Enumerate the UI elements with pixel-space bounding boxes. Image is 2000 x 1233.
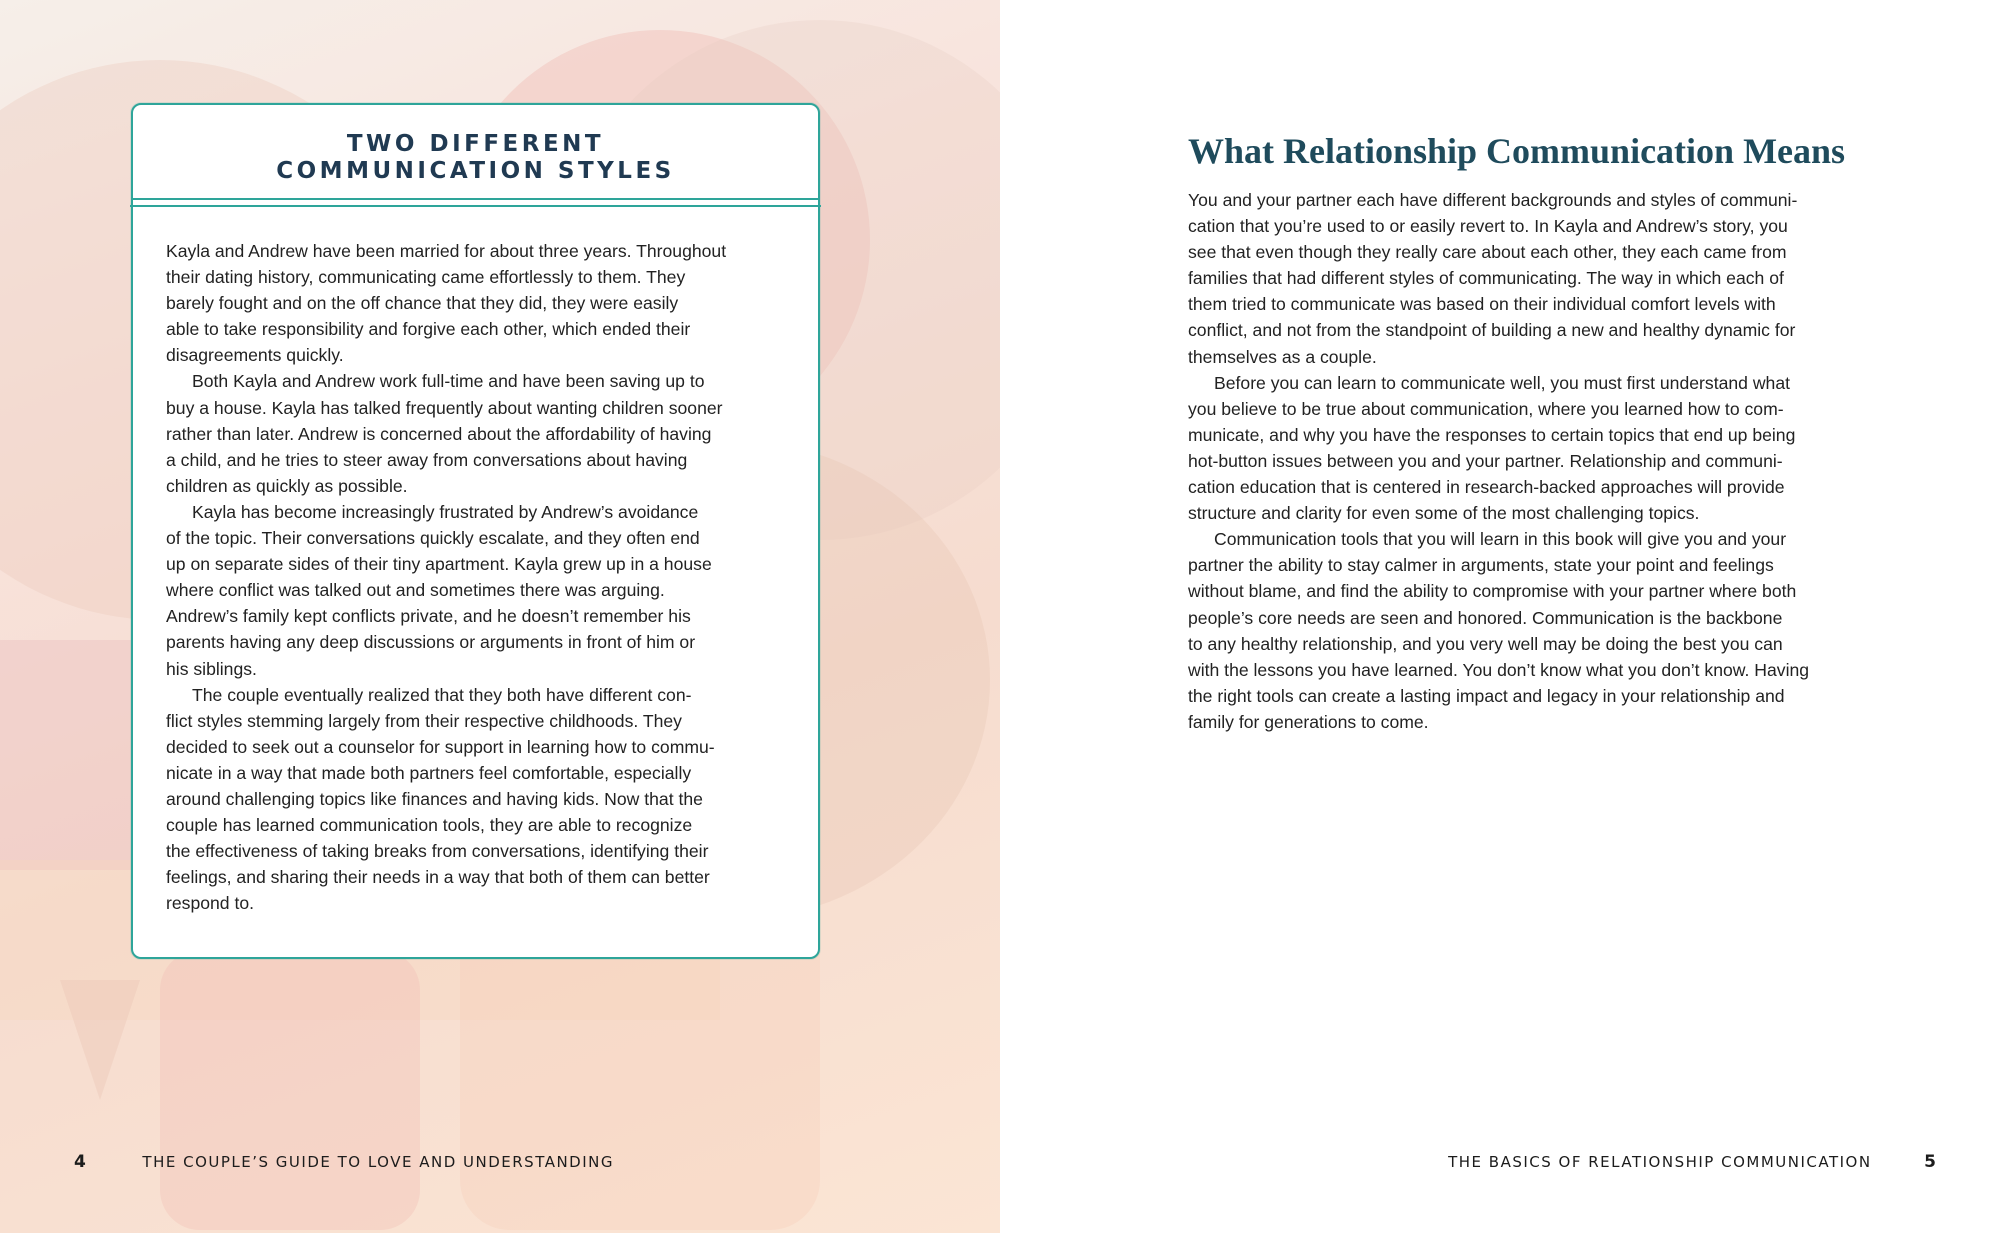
sidebar-paragraph-1: Kayla and Andrew have been married for about three years. Throughout their dating history, communicating came effortlessly to them. They barely fought and on the off chance that they did, they were easily able to take responsibility and forgive each other, which ended their disagreements quickly. [166, 241, 727, 366]
right-footer [1448, 1152, 1936, 1172]
sidebar-title-line-2: COMMUNICATION STYLES [276, 158, 675, 184]
page-heading: What Relationship Communication Means [1188, 131, 1846, 171]
running-head-right: THE BASICS OF RELATIONSHIP COMMUNICATION [1448, 1153, 1872, 1171]
body-paragraph-1: You and your partner each have different backgrounds and styles of communi- cation that you’re used to or easily revert to. In Kayla and Andrew’s story, you see that even though they really care about each other, they each came from families that had different styles of communicating. The way in which each of them tried to communicate was based on their individual comfort levels with conflict, and not from the standpoint of building a new and healthy dynamic for themselves as a couple. [1188, 190, 1798, 367]
background-speech-tail [60, 980, 140, 1100]
sidebar-story-box [131, 103, 820, 959]
body-paragraph-3: Communication tools that you will learn in this book will give you and your partner the ability to stay calmer in arguments, state your point and feelings without blame, and find the ability to compromise with your partner where both people’s core needs are seen and honored. Communication is the backbone to any healthy relationship, and you very well may be doing the best you can with the lessons you have learned. You don’t know what you don’t know. Having the right tools can create a lasting impact and legacy in your relationship and family for generations to come. [1188, 529, 1810, 732]
sidebar-paragraph-4: The couple eventually realized that they both have different con- flict styles stemming largely from their respective childhoods. They decided to seek out a counselor for support in learning how to commu- nicate in a way that made both partners feel comfortable, especially around challenging topics like finances and having kids. Now that the couple has learned communication tools, they are able to recognize the effectiveness of taking breaks from conversations, identifying their feelings, and sharing their needs in a way that both of them can better respond to. [166, 684, 715, 914]
running-head-left: THE COUPLE’S GUIDE TO LOVE AND UNDERSTANDING [142, 1153, 614, 1171]
sidebar-header [133, 105, 818, 200]
page-number-left: 4 [74, 1152, 86, 1172]
sidebar-title-line-1: TWO DIFFERENT [346, 131, 605, 157]
sidebar-paragraph-3: Kayla has become increasingly frustrated by Andrew’s avoidance of the topic. Their conversations quickly escalate, and they often end up on separate sides of their tiny apartment. Kayla grew up in a house where conflict was talked out and sometimes there was arguing. Andrew’s family kept conflicts private, and he doesn’t remember his parents having any deep discussions or arguments in front of him or his siblings. [166, 501, 712, 679]
sidebar-body [166, 238, 791, 916]
page-number-right: 5 [1924, 1152, 1936, 1172]
background-speech-shape [160, 950, 420, 1230]
right-body [1188, 187, 1888, 735]
sidebar-paragraph-2: Both Kayla and Andrew work full-time and have been saving up to buy a house. Kayla has talked frequently about wanting children sooner rather than later. Andrew is concerned about the affordability of having a child, and he tries to steer away from conversations about having children as quickly as possible. [166, 371, 723, 496]
left-footer [74, 1152, 614, 1172]
body-paragraph-2: Before you can learn to communicate well, you must first understand what you believe to be true about communication, where you learned how to com- municate, and why you have the responses to certain topics that end up being hot-button issues between you and your partner. Relationship and communi- cation education that is centered in research-backed approaches will provide structure and clarity for even some of the most challenging topics. [1188, 372, 1796, 524]
